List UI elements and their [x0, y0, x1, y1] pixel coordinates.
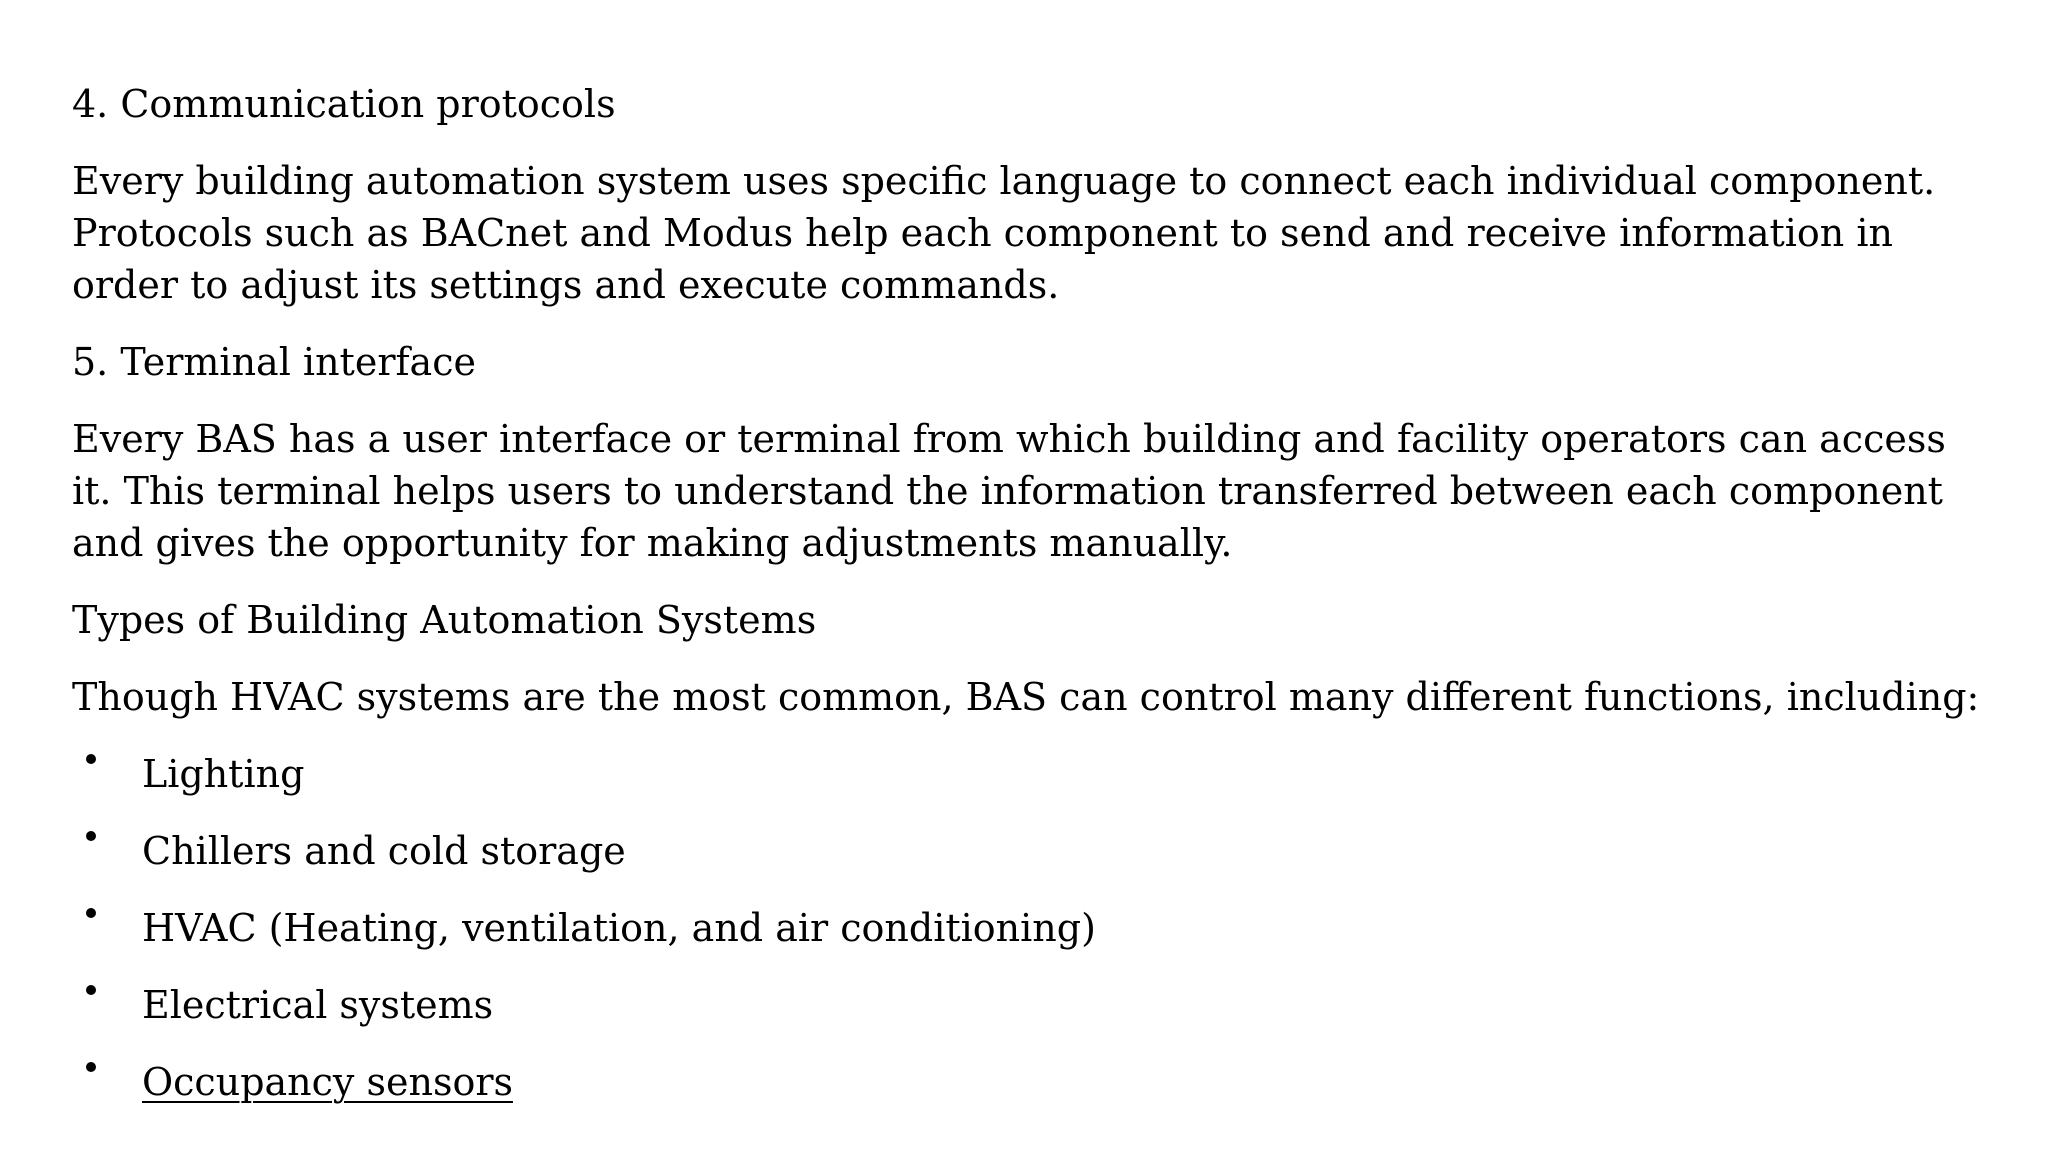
list-item: [72, 825, 1992, 877]
list-item-label: Lighting: [142, 752, 305, 796]
list-item-label: HVAC (Heating, ventilation, and air conditioning): [142, 906, 1096, 950]
bas-types-heading: Types of Building Automation Systems: [72, 598, 817, 642]
bullet-icon: [86, 985, 96, 995]
article-content: [72, 78, 1992, 1133]
bas-types-intro: Though HVAC systems are the most common, BAS can control many different functions, including:: [72, 675, 1980, 719]
list-item: [72, 902, 1992, 954]
terminal-interface-heading: 5. Terminal interface: [72, 340, 476, 384]
list-item: [72, 748, 1992, 800]
list-item-label: Chillers and cold storage: [142, 829, 626, 873]
bullet-icon: [86, 831, 96, 841]
list-item-label: Electrical systems: [142, 983, 494, 1027]
bullet-icon: [86, 754, 96, 764]
list-item: [72, 979, 1992, 1031]
list-item: [72, 1056, 1992, 1108]
communication-protocols-heading: 4. Communication protocols: [72, 82, 616, 126]
bullet-icon: [86, 1062, 96, 1072]
communication-protocols-paragraph: Every building automation system uses specific language to connect each individual component. Protocols such as BACnet and Modus help each component to send and receive information in order to adjust its settings and execute commands.: [72, 159, 1936, 307]
occupancy-sensors-link[interactable]: Occupancy sensors: [142, 1060, 513, 1104]
bullet-icon: [86, 908, 96, 918]
bas-functions-list: [72, 748, 1992, 1108]
terminal-interface-paragraph: Every BAS has a user interface or terminal from which building and facility operators can access it. This terminal helps users to understand the information transferred between each component and gives the opportunity for making adjustments manually.: [72, 417, 1946, 565]
